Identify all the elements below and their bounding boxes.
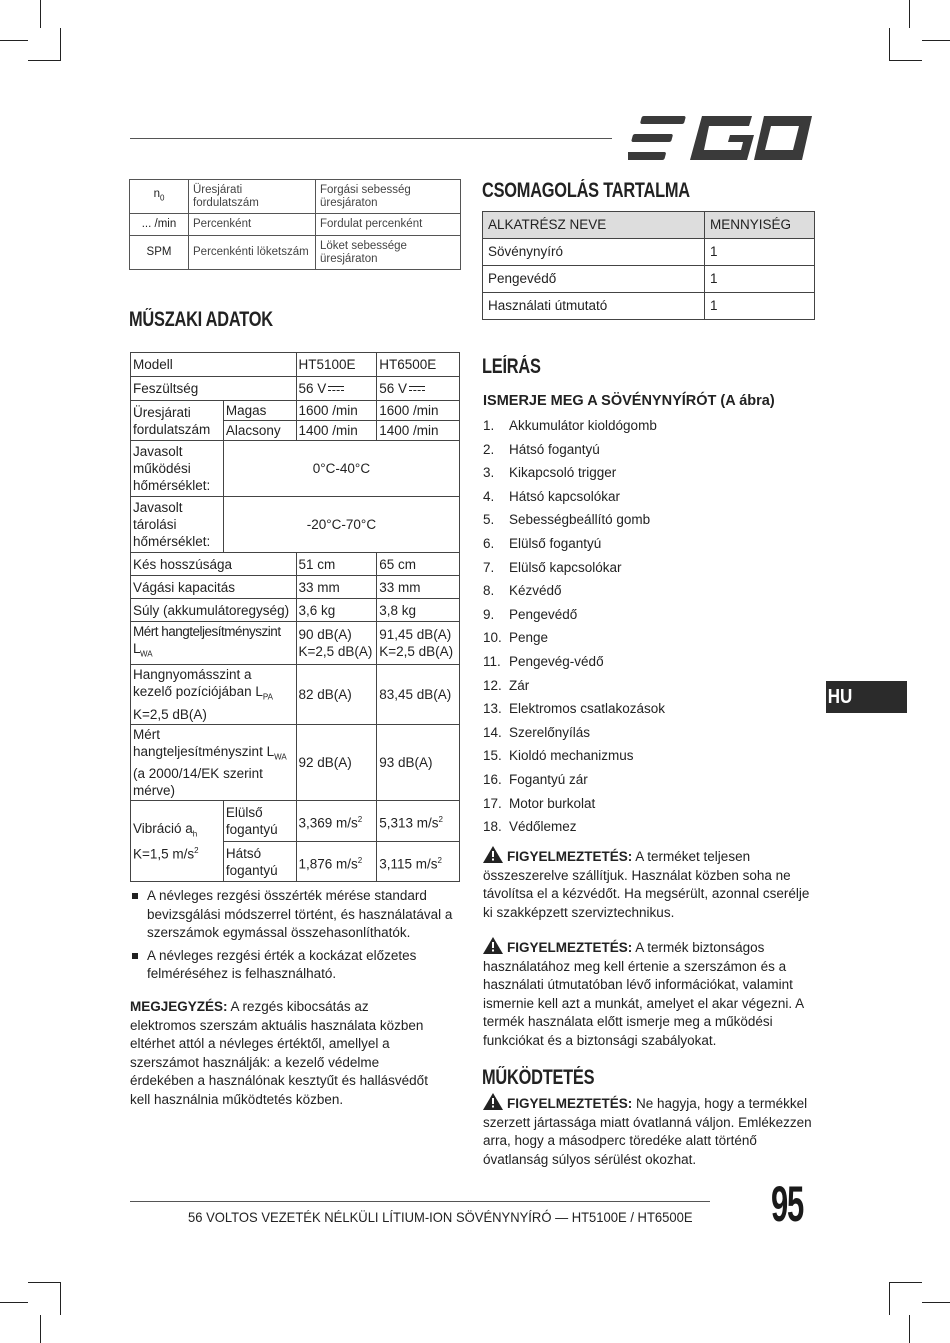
part-qty: 1 bbox=[705, 266, 815, 293]
part-name: Pengevédő bbox=[483, 266, 705, 293]
crop-mark-bl-v2 bbox=[60, 1282, 61, 1315]
crop-mark-bl-v bbox=[40, 1315, 41, 1343]
high-5100: 1600 /min bbox=[296, 401, 377, 421]
list-item: 12. Zár bbox=[483, 677, 530, 693]
table-header-row bbox=[483, 212, 815, 239]
crop-mark-tr-h2 bbox=[889, 60, 922, 61]
weight-label: Súly (akkumulátoregység) bbox=[131, 599, 297, 622]
footer-rule bbox=[130, 1201, 710, 1202]
crop-mark-tr-v bbox=[909, 0, 910, 28]
table-row bbox=[131, 599, 460, 622]
table-row bbox=[131, 497, 460, 553]
low-6500: 1400 /min bbox=[377, 421, 460, 441]
table-row bbox=[131, 353, 460, 377]
part-name: Használati útmutató bbox=[483, 293, 705, 320]
warning-assembled: FIGYELMEZTETÉS: A terméket teljesen összeszerelve szállítjuk. Használat közben soha ne távolítsa el a kézvédőt. Ha megsérült, azonnal cserélje ki szakképzett szerviztechnikus. bbox=[483, 846, 816, 922]
table-row bbox=[130, 180, 461, 214]
tech-heading: MŰSZAKI ADATOK bbox=[129, 308, 273, 331]
list-item: 10. Penge bbox=[483, 630, 549, 646]
list-item: 8. Kézvédő bbox=[483, 583, 562, 599]
page-number: 95 bbox=[771, 1176, 804, 1232]
vib-rear-6500: 3,115 $m/s^2$ bbox=[377, 842, 460, 882]
list-item: 18. Védőlemez bbox=[483, 819, 577, 835]
vib-front-label: Elülső fogantyú bbox=[223, 801, 296, 842]
warning-triangle-icon bbox=[483, 937, 503, 954]
list-item: 2. Hátsó fogantyú bbox=[483, 441, 600, 457]
vib-rear-5100: 1,876 $m/s^2$ bbox=[296, 842, 377, 882]
meaning-cell: Percenkénti löketszám bbox=[189, 236, 316, 270]
lwa2-5100: 92 dB(A) bbox=[296, 724, 377, 801]
lwa2-label: Mért hangteljesítményszint $L_{WA}$ (a 2000/14/EK szerint mérve) bbox=[131, 724, 297, 801]
part-name: Sövénynyíró bbox=[483, 239, 705, 266]
table-row bbox=[131, 553, 460, 576]
footer-text: 56 VOLTOS VEZETÉK NÉLKÜLI LÍTIUM-ION SÖVÉNYNYÍRÓ — HT5100E / HT6500E bbox=[188, 1209, 693, 1225]
crop-mark-br-v2 bbox=[889, 1282, 890, 1315]
blade-label: Kés hosszúsága bbox=[131, 553, 297, 576]
blade-5100: 51 cm bbox=[296, 553, 377, 576]
lwa-label: Mért hangteljesítményszint $L_{WA}$ bbox=[131, 622, 297, 665]
high-6500: 1600 /min bbox=[377, 401, 460, 421]
header-rule bbox=[130, 138, 612, 139]
specs-table bbox=[130, 352, 460, 882]
op-temp-value: 0°C-40°C bbox=[223, 441, 459, 497]
dc-symbol-icon bbox=[328, 386, 344, 392]
crop-mark-tl-h bbox=[0, 40, 28, 41]
list-item: 5. Sebességbeállító gomb bbox=[483, 512, 651, 528]
description-subheading: ISMERJE MEG A SÖVÉNYNYÍRÓT (A ábra) bbox=[483, 393, 775, 409]
list-item: 13. Elektromos csatlakozások bbox=[483, 701, 666, 717]
table-row bbox=[130, 236, 461, 270]
list-item: 14. Szerelőnyílás bbox=[483, 724, 591, 740]
lpa-label: Hangnyomásszint a kezelő pozíciójában $L_{PA}$ K=2,5 dB(A) bbox=[131, 664, 297, 724]
qty-col-header: MENNYISÉG bbox=[705, 212, 815, 239]
cut-label: Vágási kapacitás bbox=[131, 576, 297, 599]
crop-mark-tl-v bbox=[40, 0, 41, 28]
bullet-square-icon bbox=[132, 893, 138, 899]
low-5100: 1400 /min bbox=[296, 421, 377, 441]
blade-6500: 65 cm bbox=[377, 553, 460, 576]
store-temp-label: Javasolt tárolási hőmérséklet: bbox=[131, 497, 224, 553]
list-item: 9. Pengevédő bbox=[483, 606, 578, 622]
lwa-5100: 90 dB(A) K=2,5 dB(A) bbox=[296, 622, 377, 665]
high-label: Magas bbox=[223, 401, 296, 421]
symbols-table bbox=[129, 179, 461, 270]
vibration-notes bbox=[130, 887, 460, 988]
warning-triangle-icon bbox=[483, 1093, 503, 1110]
lpa-6500: 83,45 dB(A) bbox=[377, 664, 460, 724]
list-item: A névleges rezgési érték a kockázat előzetes felméréséhez is felhasználható. bbox=[130, 947, 460, 984]
warning-familiarity: FIGYELMEZTETÉS: Ne hagyja, hogy a termékkel szerzett jártassága miatt óvatlanná váljon. Emlékezzen arra, hogy a másodperc töredéke alatt történő óvatlanság súlyos sérülést okozhat. bbox=[483, 1093, 816, 1169]
description-cell: Forgási sebesség üresjáraton bbox=[316, 180, 461, 214]
weight-6500: 3,8 kg bbox=[377, 599, 460, 622]
part-col-header: ALKATRÉSZ NEVE bbox=[483, 212, 705, 239]
description-heading: LEÍRÁS bbox=[482, 355, 541, 378]
model-ht6500e: HT6500E bbox=[377, 353, 460, 377]
low-label: Alacsony bbox=[223, 421, 296, 441]
crop-mark-tl-h2 bbox=[28, 60, 61, 61]
weight-5100: 3,6 kg bbox=[296, 599, 377, 622]
operation-heading: MŰKÖDTETÉS bbox=[482, 1066, 595, 1089]
table-row bbox=[131, 622, 460, 665]
table-row bbox=[131, 401, 460, 421]
voltage-6500: 56 V bbox=[377, 377, 460, 401]
store-temp-value: -20°C-70°C bbox=[223, 497, 459, 553]
language-tab: HU bbox=[826, 681, 907, 713]
lwa-6500: 91,45 dB(A) K=2,5 dB(A) bbox=[377, 622, 460, 665]
parts-list bbox=[483, 416, 665, 841]
description-cell: Löket sebessége üresjáraton bbox=[316, 236, 461, 270]
ego-logo bbox=[628, 116, 814, 160]
list-item: 17. Motor burkolat bbox=[483, 795, 596, 811]
cut-5100: 33 mm bbox=[296, 576, 377, 599]
table-row bbox=[483, 293, 815, 320]
table-row bbox=[483, 239, 815, 266]
meaning-cell: Üresjárati fordulatszám bbox=[189, 180, 316, 214]
bullet-square-icon bbox=[132, 953, 138, 959]
vib-front-5100: 3,369 $m/s^2$ bbox=[296, 801, 377, 842]
table-row bbox=[131, 377, 460, 401]
meaning-cell: Percenként bbox=[189, 214, 316, 236]
crop-mark-tl-v2 bbox=[60, 28, 61, 61]
crop-mark-tr-v2 bbox=[889, 28, 890, 61]
symbol-cell: $n_0$ bbox=[130, 180, 189, 214]
table-row bbox=[483, 266, 815, 293]
table-row bbox=[130, 214, 461, 236]
list-item: 7. Elülső kapcsolókar bbox=[483, 559, 622, 575]
package-table bbox=[482, 211, 815, 320]
warning-understand: FIGYELMEZTETÉS: A termék biztonságos használatához meg kell értenie a szerszámon és a használati útmutatóban lévő információkat, valamint ismernie kell azt a munkát, amelyet el akar végezni. A termék használata előtt ismerje meg a működési funkciókat és a biztonsági szabályokat. bbox=[483, 937, 816, 1050]
symbol-cell: ... /min bbox=[130, 214, 189, 236]
model-label: Modell bbox=[131, 353, 297, 377]
crop-mark-br-h2 bbox=[889, 1282, 922, 1283]
part-qty: 1 bbox=[705, 293, 815, 320]
lwa2-6500: 93 dB(A) bbox=[377, 724, 460, 801]
list-item: 4. Hátsó kapcsolókar bbox=[483, 488, 621, 504]
op-temp-label: Javasolt működési hőmérséklet: bbox=[131, 441, 224, 497]
list-item: 15. Kioldó mechanizmus bbox=[483, 748, 634, 764]
cut-6500: 33 mm bbox=[377, 576, 460, 599]
model-ht5100e: HT5100E bbox=[296, 353, 377, 377]
vib-rear-label: Hátsó fogantyú bbox=[223, 842, 296, 882]
package-heading: CSOMAGOLÁS TARTALMA bbox=[482, 179, 690, 202]
lpa-5100: 82 dB(A) bbox=[296, 664, 377, 724]
dc-symbol-icon bbox=[409, 386, 425, 392]
table-row bbox=[131, 576, 460, 599]
description-cell: Fordulat percenként bbox=[316, 214, 461, 236]
crop-mark-bl-h2 bbox=[28, 1282, 61, 1283]
part-qty: 1 bbox=[705, 239, 815, 266]
list-item: 6. Elülső fogantyú bbox=[483, 535, 602, 551]
crop-mark-tr-h bbox=[922, 40, 950, 41]
list-item: A névleges rezgési összérték mérése standard bevizsgálási módszerrel történt, és használatával a szerszámok egymással összehasonlíthatók. bbox=[130, 887, 460, 943]
table-row bbox=[131, 441, 460, 497]
table-row bbox=[131, 724, 460, 801]
idle-speed-label: Üresjárati fordulatszám bbox=[131, 401, 224, 441]
vib-front-6500: 5,313 $m/s^2$ bbox=[377, 801, 460, 842]
crop-mark-br-v bbox=[909, 1315, 910, 1343]
table-row bbox=[131, 664, 460, 724]
voltage-5100: 56 V bbox=[296, 377, 377, 401]
list-item: 3. Kikapcsoló trigger bbox=[483, 465, 617, 481]
warning-triangle-icon bbox=[483, 846, 503, 863]
table-row bbox=[131, 801, 460, 842]
note-paragraph: MEGJEGYZÉS: A rezgés kibocsátás az elektromos szerszám aktuális használata közben eltérhet attól a névleges értéktől, amellyel a szerszámot használják: a kezelő védelme érdekében a használónak kesztyűt és hallásvédőt kell használnia működtetés közben. bbox=[130, 999, 428, 1107]
symbol-cell: SPM bbox=[130, 236, 189, 270]
crop-mark-br-h bbox=[922, 1302, 950, 1303]
list-item: 1. Akkumulátor kioldógomb bbox=[483, 418, 657, 433]
list-item: 16. Fogantyú zár bbox=[483, 771, 588, 787]
voltage-label: Feszültség bbox=[131, 377, 297, 401]
vibration-label: Vibráció $a_h$ K=1,5 $m/s^2$ bbox=[131, 801, 224, 882]
list-item: 11. Pengevég-védő bbox=[483, 653, 604, 669]
crop-mark-bl-h bbox=[0, 1302, 28, 1303]
